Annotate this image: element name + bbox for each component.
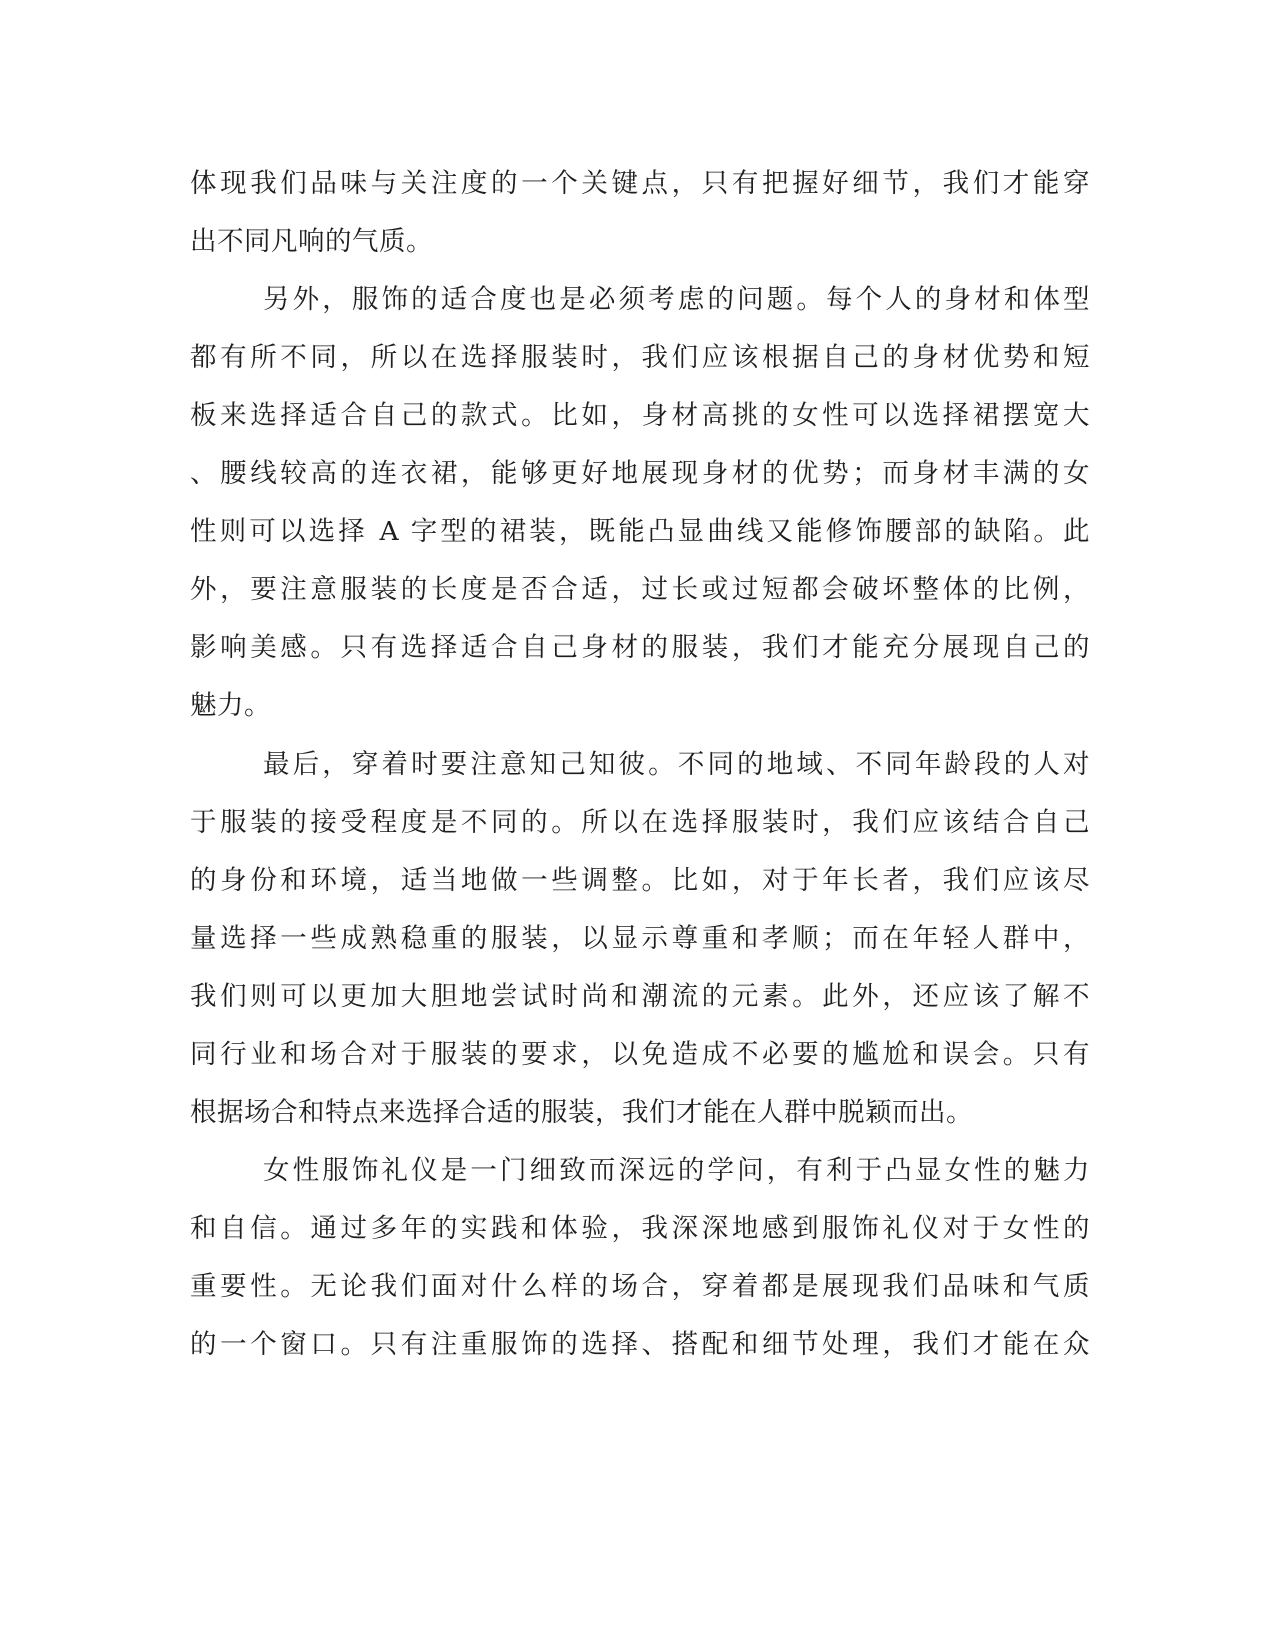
- text-line: 根据场合和特点来选择合适的服装，我们才能在人群中脱颖而出。: [190, 1097, 973, 1128]
- text-line: 重要性。无论我们面对什么样的场合，穿着都是展现我们品味和气质: [190, 1271, 1090, 1302]
- text-line: 性则可以选择 A 字型的裙装，既能凸显曲线又能修饰腰部的缺陷。此: [190, 516, 1090, 547]
- text-line: 出不同凡响的气质。: [190, 226, 433, 257]
- text-line: 魅力。: [190, 690, 271, 721]
- text-line: 影响美感。只有选择适合自己身材的服装，我们才能充分展现自己的: [190, 632, 1090, 663]
- text-line: 同行业和场合对于服装的要求，以免造成不必要的尴尬和误会。只有: [190, 1039, 1090, 1070]
- text-line: 量选择一些成熟稳重的服装，以显示尊重和孝顺；而在年轻人群中，: [190, 923, 1090, 954]
- paragraph-start-line: 女性服饰礼仪是一门细致而深远的学问，有利于凸显女性的魅力: [263, 1155, 1090, 1186]
- text-line: 的一个窗口。只有注重服饰的选择、搭配和细节处理，我们才能在众: [190, 1329, 1090, 1360]
- text-line: 的身份和环境，适当地做一些调整。比如，对于年长者，我们应该尽: [190, 865, 1090, 896]
- text-line: 都有所不同，所以在选择服装时，我们应该根据自己的身材优势和短: [190, 342, 1090, 373]
- text-line: 于服装的接受程度是不同的。所以在选择服装时，我们应该结合自己: [190, 807, 1090, 838]
- paragraph-start-line: 最后，穿着时要注意知己知彼。不同的地域、不同年龄段的人对: [263, 749, 1090, 780]
- text-line: 外，要注意服装的长度是否合适，过长或过短都会破坏整体的比例，: [190, 574, 1090, 605]
- text-line: 板来选择适合自己的款式。比如，身材高挑的女性可以选择裙摆宽大: [190, 400, 1090, 431]
- text-line: 和自信。通过多年的实践和体验，我深深地感到服饰礼仪对于女性的: [190, 1213, 1090, 1244]
- paragraph-start-line: 另外，服饰的适合度也是必须考虑的问题。每个人的身材和体型: [263, 284, 1090, 315]
- text-line: 体现我们品味与关注度的一个关键点，只有把握好细节，我们才能穿: [190, 168, 1090, 199]
- text-line: 我们则可以更加大胆地尝试时尚和潮流的元素。此外，还应该了解不: [190, 981, 1090, 1012]
- text-line: 、腰线较高的连衣裙，能够更好地展现身材的优势；而身材丰满的女: [190, 458, 1090, 489]
